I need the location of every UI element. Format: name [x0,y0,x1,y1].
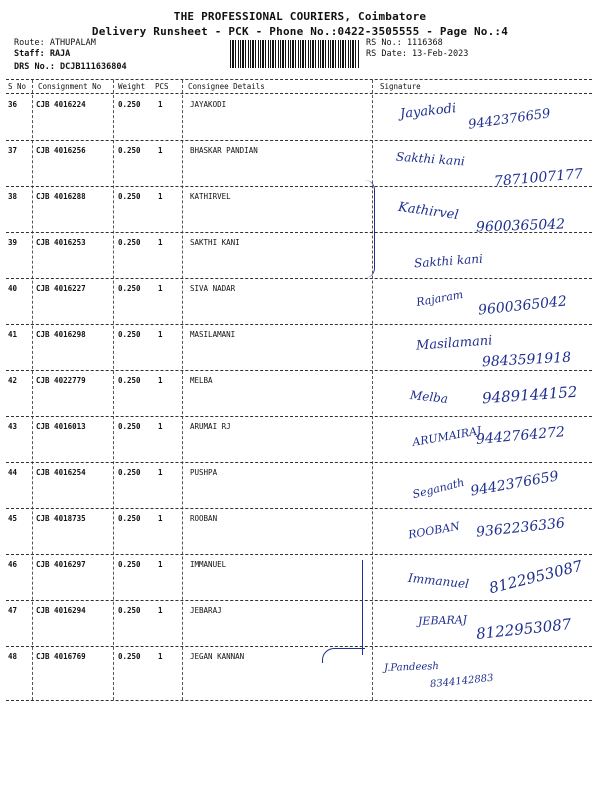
row-sno: 37 [8,146,18,155]
row-weight: 0.250 [118,376,141,385]
signature-text: JEBARAJ [417,613,468,628]
row-consignee: JEGAN KANNAN [190,652,245,661]
row-divider [6,554,592,555]
row-sno: 48 [8,652,18,661]
row-weight: 0.250 [118,146,141,155]
table-row [0,652,600,698]
row-weight: 0.250 [118,468,141,477]
row-sno: 36 [8,100,18,109]
row-consignment-no: CJB 4022779 [36,376,86,385]
signature-phone: 7871007177 [493,166,584,190]
signature-phone: 8122953087 [475,615,573,643]
signature-phone: 9600365042 [477,293,568,319]
row-consignment-no: CJB 4016297 [36,560,86,569]
row-weight: 0.250 [118,100,141,109]
row-weight: 0.250 [118,652,141,661]
signature-phone: 9489144152 [481,382,578,408]
row-consignee: JAYAKODI [190,100,227,109]
row-sno: 41 [8,330,18,339]
row-consignee: PUSHPA [190,468,218,477]
row-sno: 46 [8,560,18,569]
row-consignment-no: CJB 4016224 [36,100,86,109]
route-label: Route: ATHUPALAM [14,38,96,48]
col-header-signature: Signature [380,82,421,91]
col-header-sno: S No [8,82,27,91]
row-sno: 38 [8,192,18,201]
signature-text: Rajaram [415,287,465,310]
row-pcs: 1 [158,330,163,339]
signature-phone: 8122953087 [487,556,585,598]
table-bottom-rule [6,700,592,701]
row-pcs: 1 [158,652,163,661]
row-consignee: ROOBAN [190,514,218,523]
signature-phone: 9362236336 [475,515,566,541]
row-consignment-no: CJB 4016227 [36,284,86,293]
col-header-pcs: PCS [155,82,169,91]
signature-phone: 9843591918 [481,349,572,371]
row-sno: 43 [8,422,18,431]
row-sno: 42 [8,376,18,385]
row-consignment-no: CJB 4018735 [36,514,86,523]
row-weight: 0.250 [118,560,141,569]
row-pcs: 1 [158,146,163,155]
document-subtitle: Delivery Runsheet - PCK - Phone No.:0422-3505555 - Page No.:4 [91,25,509,38]
signature-text: Jayakodi [399,101,457,122]
col-header-consignment: Consignment No [38,82,102,91]
signature-text: Sakthi kani [395,149,466,169]
row-weight: 0.250 [118,238,141,247]
table-top-rule [6,79,592,80]
row-divider [6,600,592,601]
row-divider [6,508,592,509]
row-consignment-no: CJB 4016294 [36,606,86,615]
table-header-rule [6,93,592,94]
signature-text: Sakthi kani [413,251,484,271]
row-consignee: SIVA NADAR [190,284,236,293]
row-consignee: ARUMAI RJ [190,422,231,431]
row-consignment-no: CJB 4016298 [36,330,86,339]
row-divider [6,416,592,417]
row-consignee: SAKTHI KANI [190,238,240,247]
signature-phone: 9442764272 [475,424,566,448]
barcode [230,40,360,68]
row-weight: 0.250 [118,422,141,431]
row-consignee: IMMANUEL [190,560,227,569]
row-consignee: BHASKAR PANDIAN [190,146,258,155]
col-header-consignee: Consignee Details [188,82,265,91]
document-title: THE PROFESSIONAL COURIERS, Coimbatore [173,10,427,23]
rs-date: RS Date: 13-Feb-2023 [366,49,469,59]
signature-text: ROOBAN [407,519,461,542]
row-divider [6,462,592,463]
row-pcs: 1 [158,468,163,477]
row-weight: 0.250 [118,192,141,201]
signature-text: J.Pandeesh [383,661,440,674]
row-divider [6,324,592,325]
signature-phone: 9600365042 [475,216,566,236]
row-pcs: 1 [158,606,163,615]
row-divider [6,140,592,141]
row-weight: 0.250 [118,606,141,615]
ink-bracket-mark [364,180,375,278]
row-pcs: 1 [158,284,163,293]
drs-number: DRS No.: DCJB111636804 [14,62,127,72]
row-divider [6,646,592,647]
row-divider [6,370,592,371]
row-pcs: 1 [158,100,163,109]
row-sno: 39 [8,238,18,247]
row-consignment-no: CJB 4016256 [36,146,86,155]
row-pcs: 1 [158,192,163,201]
row-divider [6,278,592,279]
row-pcs: 1 [158,238,163,247]
staff-label: Staff: RAJA [14,49,71,59]
row-consignment-no: CJB 4016013 [36,422,86,431]
row-weight: 0.250 [118,284,141,293]
row-sno: 47 [8,606,18,615]
row-consignee: JEBARAJ [190,606,222,615]
row-pcs: 1 [158,514,163,523]
row-consignment-no: CJB 4016288 [36,192,86,201]
ink-bracket-mark [352,560,363,655]
row-sno: 40 [8,284,18,293]
row-consignee: MELBA [190,376,213,385]
ink-arrow-mark [322,648,365,663]
signature-text: Kathirvel [397,199,460,224]
row-consignment-no: CJB 4016253 [36,238,86,247]
row-sno: 44 [8,468,18,477]
signature-text: Immanuel [407,570,470,592]
row-sno: 45 [8,514,18,523]
signature-phone: 9442376659 [469,468,560,500]
signature-text: Seganath [411,475,466,502]
row-consignment-no: CJB 4016254 [36,468,86,477]
row-consignee: KATHIRVEL [190,192,231,201]
signature-phone: 9442376659 [467,106,552,133]
row-pcs: 1 [158,560,163,569]
signature-phone: 8344142883 [429,672,495,691]
signature-text: Masilamani [415,333,493,354]
row-consignment-no: CJB 4016769 [36,652,86,661]
row-consignee: MASILAMANI [190,330,236,339]
row-pcs: 1 [158,422,163,431]
row-weight: 0.250 [118,330,141,339]
row-pcs: 1 [158,376,163,385]
row-weight: 0.250 [118,514,141,523]
rs-number: RS No.: 1116368 [366,38,443,48]
col-header-weight: Weight [118,82,146,91]
signature-text: ARUMAIRAJ [411,424,483,449]
signature-text: Melba [409,388,449,406]
